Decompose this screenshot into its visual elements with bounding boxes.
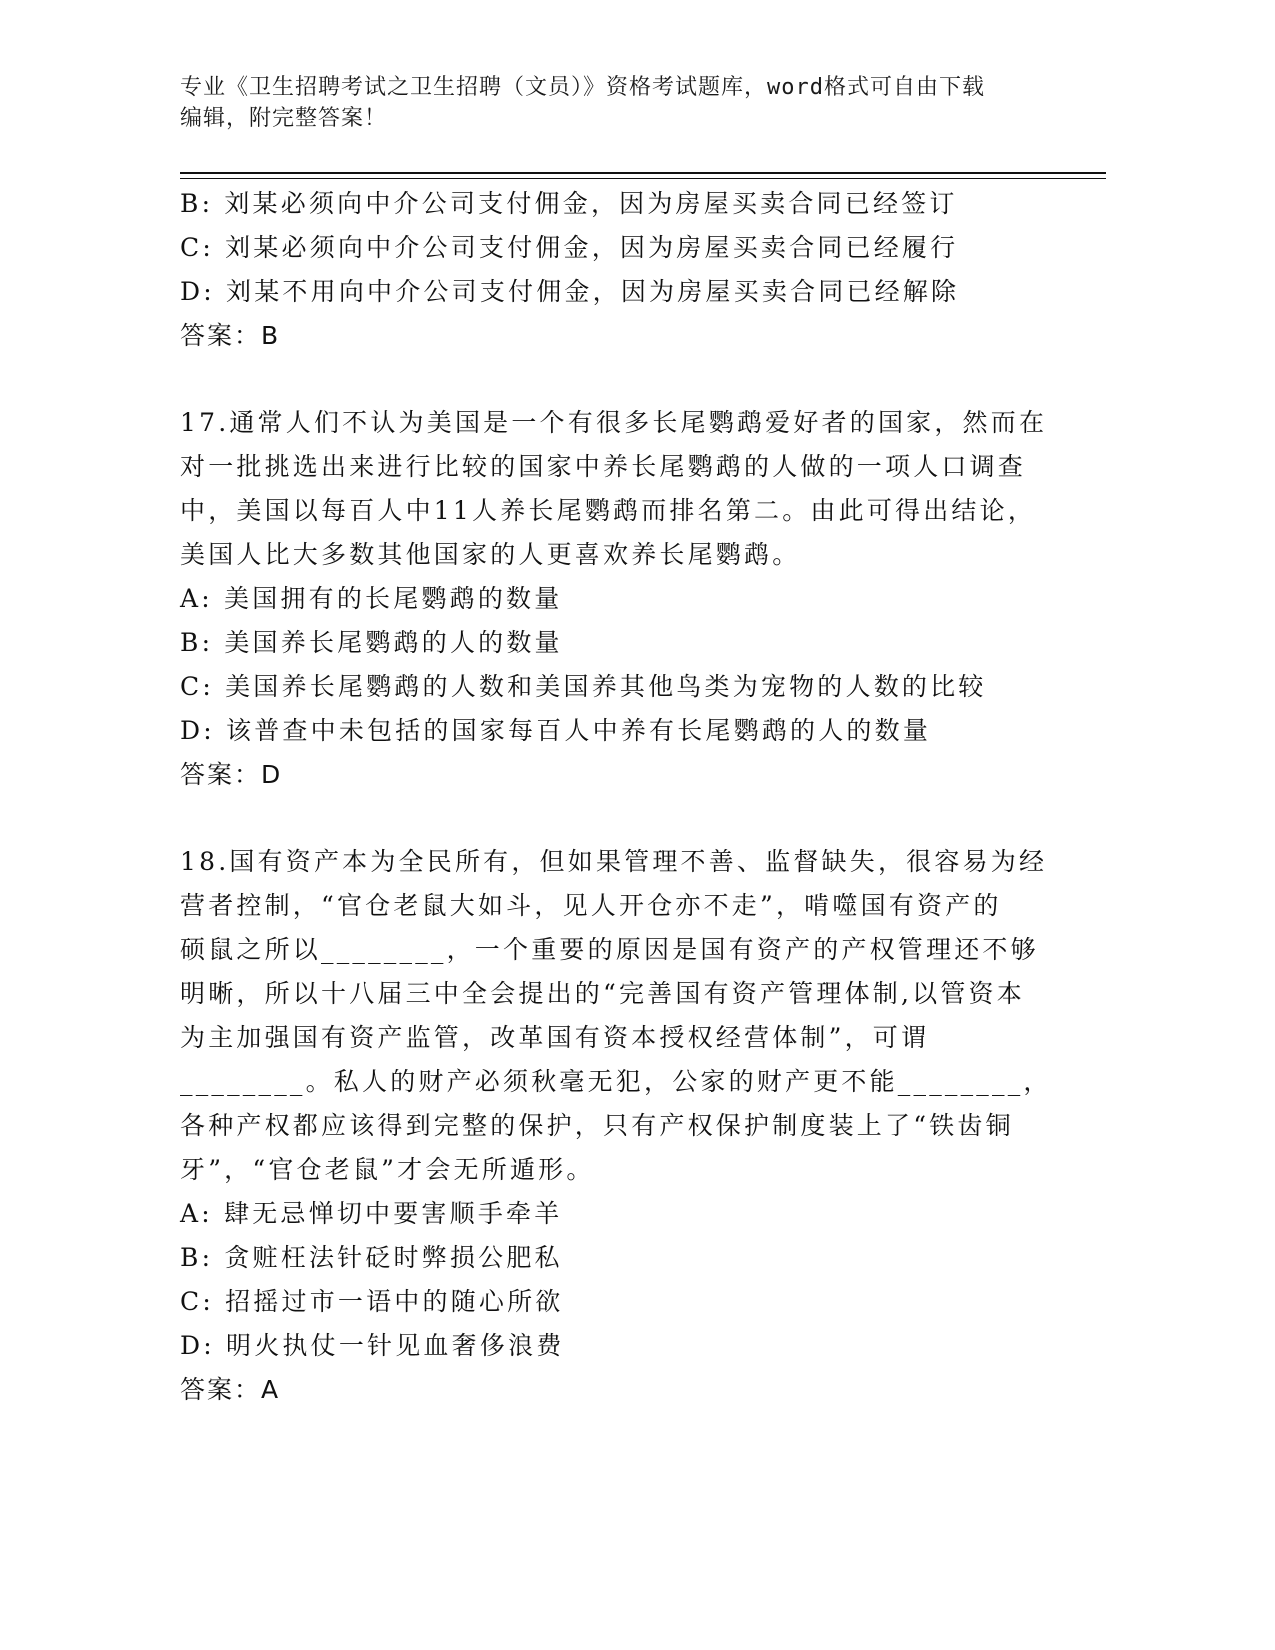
option-c: C: 美国养长尾鹦鹉的人数和美国养其他鸟类为宠物的人数的比较 — [180, 672, 987, 701]
option-a: A: 肆无忌惮切中要害顺手牵羊 — [180, 1199, 563, 1228]
question-stem-line: 营者控制，“官仓老鼠大如斗，见人开仓亦不走”，啃噬国有资产的 — [180, 891, 1002, 920]
question-stem-line: 17.通常人们不认为美国是一个有很多长尾鹦鹉爱好者的国家，然而在 — [180, 408, 1048, 437]
question-stem-line: 中，美国以每百人中11人养长尾鹦鹉而排名第二。由此可得出结论， — [180, 496, 1037, 525]
spacer — [180, 358, 1040, 401]
option-b: B: 美国养长尾鹦鹉的人的数量 — [180, 628, 563, 657]
option-c: C: 招摇过市一语中的随心所欲 — [180, 1287, 564, 1316]
answer-label: 答案：A — [180, 1375, 281, 1404]
question-stem-line: 牙”，“官仓老鼠”才会无所遁形。 — [180, 1155, 595, 1184]
question-stem-line: 对一批挑选出来进行比较的国家中养长尾鹦鹉的人做的一项人口调查 — [180, 452, 1027, 481]
question-16-block — [180, 182, 1040, 358]
header-divider-thin — [180, 178, 1106, 179]
document-body — [180, 182, 1052, 1412]
answer-label: 答案：D — [180, 760, 283, 789]
answer-label: 答案：B — [180, 321, 281, 350]
header-divider-thick — [180, 172, 1106, 174]
question-17-block — [180, 401, 1048, 797]
question-stem-line: 美国人比大多数其他国家的人更喜欢养长尾鹦鹉。 — [180, 540, 801, 569]
option-d: D: 该普查中未包括的国家每百人中养有长尾鹦鹉的人的数量 — [180, 716, 932, 745]
option-a: A: 美国拥有的长尾鹦鹉的数量 — [180, 584, 563, 613]
option-b: B: 刘某必须向中介公司支付佣金，因为房屋买卖合同已经签订 — [180, 189, 958, 218]
spacer — [180, 797, 1040, 840]
option-d: D: 刘某不用向中介公司支付佣金，因为房屋买卖合同已经解除 — [180, 277, 960, 306]
question-stem-line: 明晰，所以十八届三中全会提出的“完善国有资产管理体制,以管资本 — [180, 979, 1025, 1008]
question-stem-line: 各种产权都应该得到完整的保护，只有产权保护制度装上了“铁齿铜 — [180, 1111, 1014, 1140]
question-stem-line: 硕鼠之所以________，一个重要的原因是国有资产的产权管理还不够 — [180, 935, 1039, 964]
header-line-1: 专业《卫生招聘考试之卫生招聘（文员）》资格考试题库，word格式可自由下载 — [180, 75, 985, 100]
option-b: B: 贪赃枉法针砭时弊损公肥私 — [180, 1243, 563, 1272]
question-18-block — [180, 840, 1052, 1412]
header-line-2: 编辑，附完整答案！ — [180, 106, 388, 131]
question-stem-line: 为主加强国有资产监管，改革国有资本授权经营体制”，可谓 — [180, 1023, 930, 1052]
option-d: D: 明火执仗一针见血奢侈浪费 — [180, 1331, 565, 1360]
option-c: C: 刘某必须向中介公司支付佣金，因为房屋买卖合同已经履行 — [180, 233, 959, 262]
question-stem-line: ________。私人的财产必须秋毫无犯，公家的财产更不能________， — [180, 1067, 1052, 1096]
question-stem-line: 18.国有资产本为全民所有，但如果管理不善、监督缺失，很容易为经 — [180, 847, 1048, 876]
document-header — [180, 72, 1100, 134]
